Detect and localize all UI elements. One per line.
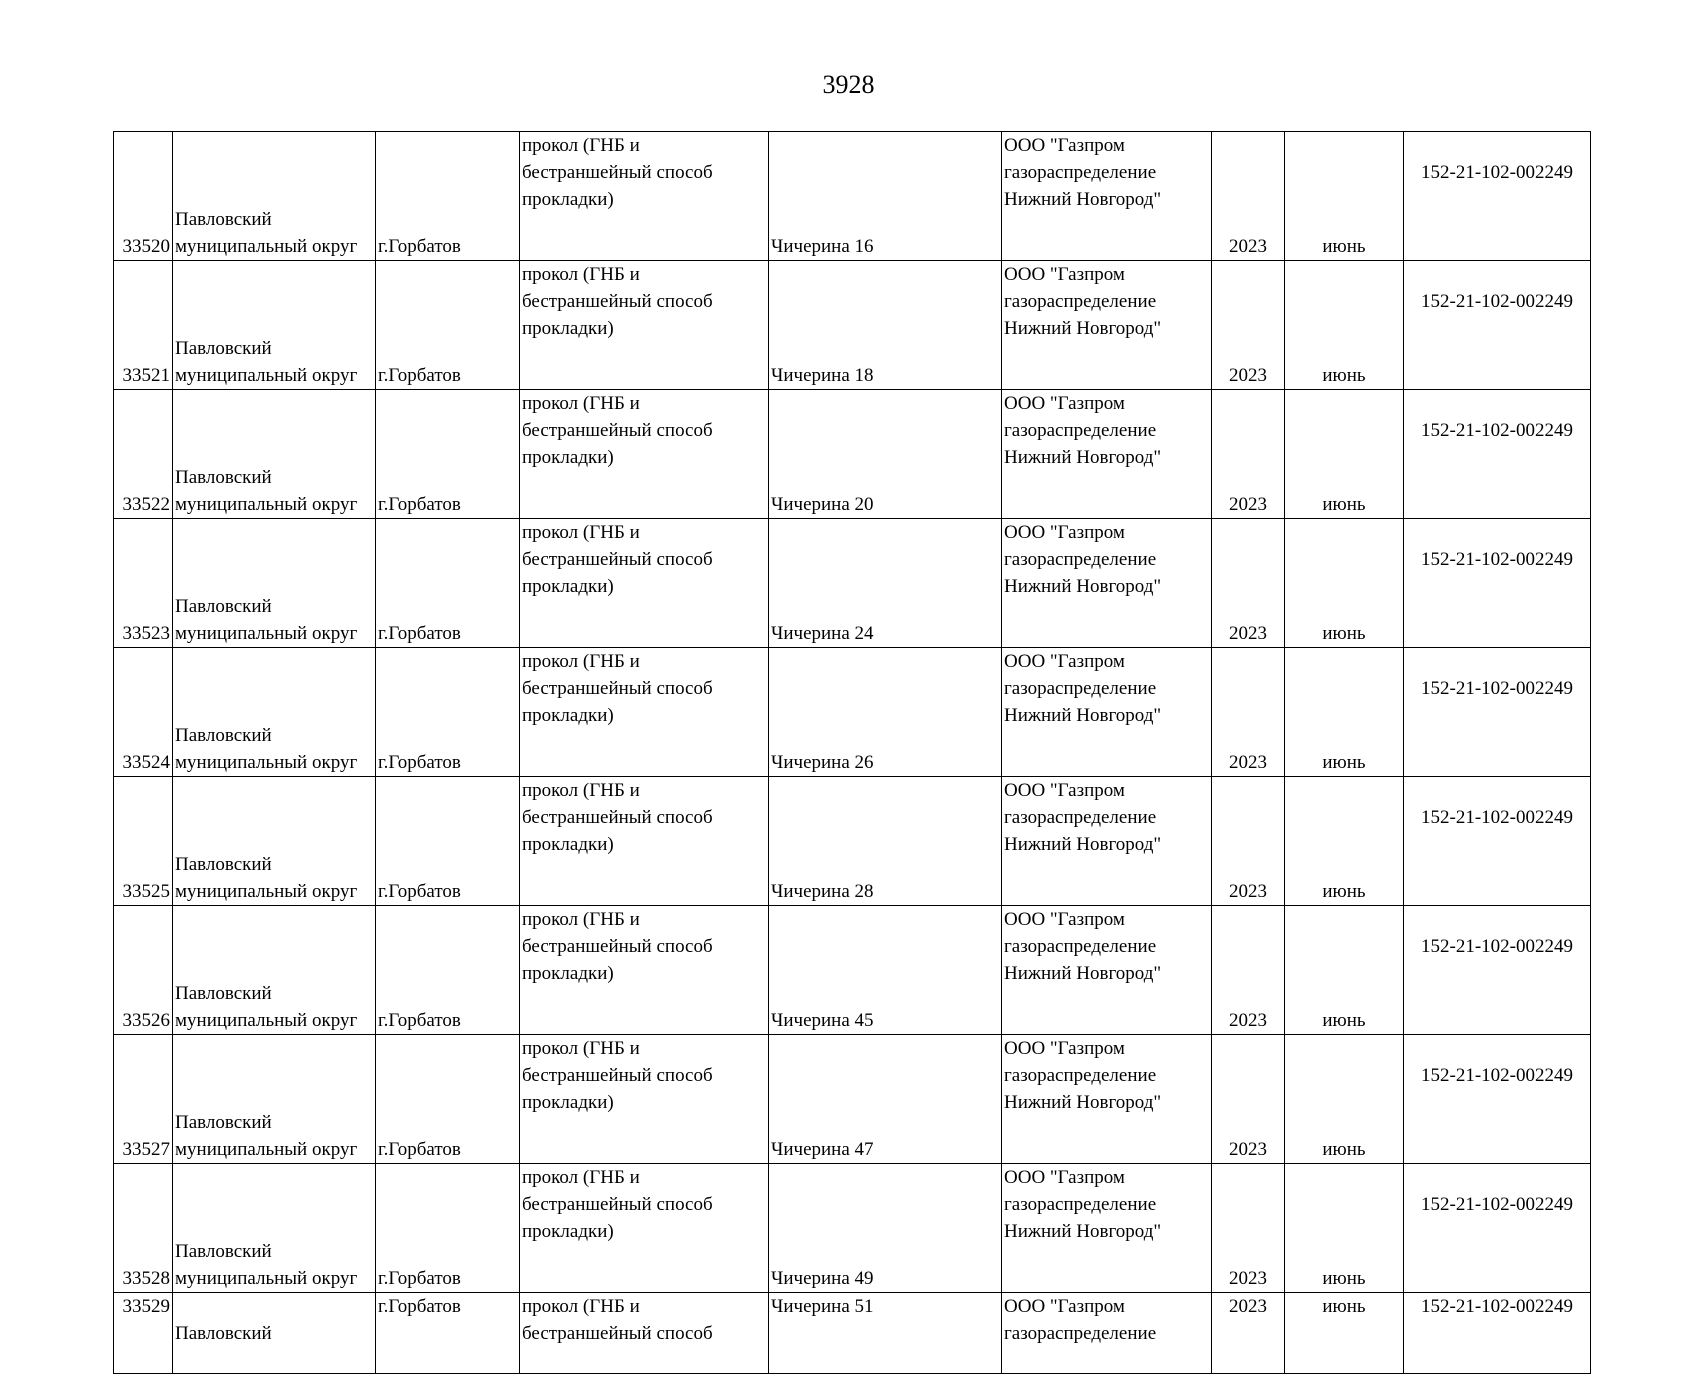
table-row xyxy=(114,390,1591,519)
district-cell xyxy=(173,1293,376,1374)
district-cell xyxy=(173,648,376,777)
organization-cell-line: Нижний Новгород" xyxy=(1004,447,1162,468)
city-cell: г.Горбатов xyxy=(376,1035,520,1164)
organization-cell-line: ООО "Газпром xyxy=(1004,1038,1125,1059)
district-cell-line: Павловский xyxy=(175,209,272,230)
table-row-partial xyxy=(114,1293,1591,1374)
method-cell xyxy=(520,1293,769,1374)
month-cell: июнь xyxy=(1285,1293,1404,1374)
address-cell: Чичерина 20 xyxy=(769,390,1002,519)
year-cell: 2023 xyxy=(1212,777,1285,906)
method-cell-line: прокол (ГНБ и xyxy=(522,135,640,156)
organization-cell-line: ООО "Газпром xyxy=(1004,264,1125,285)
method-cell xyxy=(520,906,769,1035)
address-cell: Чичерина 26 xyxy=(769,648,1002,777)
organization-cell xyxy=(1002,777,1212,906)
address-cell: Чичерина 47 xyxy=(769,1035,1002,1164)
address-cell: Чичерина 51 xyxy=(769,1293,1002,1374)
method-cell xyxy=(520,390,769,519)
method-cell-line: прокол (ГНБ и xyxy=(522,1038,640,1059)
organization-cell xyxy=(1002,519,1212,648)
row-number: 33522 xyxy=(114,390,173,519)
district-cell-line: муниципальный округ xyxy=(175,752,358,773)
month-cell: июнь xyxy=(1285,1164,1404,1293)
organization-cell xyxy=(1002,261,1212,390)
district-cell-line: муниципальный округ xyxy=(175,236,358,257)
row-number: 33523 xyxy=(114,519,173,648)
method-cell-line: прокладки) xyxy=(522,576,614,597)
month-cell: июнь xyxy=(1285,390,1404,519)
method-cell-line: прокол (ГНБ и xyxy=(522,909,640,930)
organization-cell-line: ООО "Газпром xyxy=(1004,780,1125,801)
method-cell-line: прокладки) xyxy=(522,318,614,339)
city-cell: г.Горбатов xyxy=(376,519,520,648)
code-cell: 152-21-102-002249 xyxy=(1404,390,1591,519)
code-cell: 152-21-102-002249 xyxy=(1404,777,1591,906)
method-cell-line: прокол (ГНБ и xyxy=(522,780,640,801)
method-cell-line: бестраншейный способ xyxy=(522,549,713,570)
method-cell-line: бестраншейный способ xyxy=(522,1065,713,1086)
method-cell xyxy=(520,1164,769,1293)
organization-cell-line: газораспределение xyxy=(1004,1194,1157,1215)
district-cell xyxy=(173,132,376,261)
district-cell-line: муниципальный округ xyxy=(175,1139,358,1160)
code-cell: 152-21-102-002249 xyxy=(1404,1164,1591,1293)
district-cell-line: Павловский xyxy=(175,725,272,746)
district-cell xyxy=(173,906,376,1035)
year-cell: 2023 xyxy=(1212,261,1285,390)
month-cell: июнь xyxy=(1285,777,1404,906)
method-cell xyxy=(520,519,769,648)
month-cell: июнь xyxy=(1285,132,1404,261)
district-cell-line: муниципальный округ xyxy=(175,881,358,902)
address-cell: Чичерина 16 xyxy=(769,132,1002,261)
code-cell: 152-21-102-002249 xyxy=(1404,519,1591,648)
month-cell: июнь xyxy=(1285,906,1404,1035)
year-cell: 2023 xyxy=(1212,1293,1285,1374)
organization-cell xyxy=(1002,1293,1212,1374)
organization-cell-line: ООО "Газпром xyxy=(1004,1296,1125,1317)
code-cell: 152-21-102-002249 xyxy=(1404,261,1591,390)
year-cell: 2023 xyxy=(1212,132,1285,261)
organization-cell-line: Нижний Новгород" xyxy=(1004,576,1162,597)
city-cell: г.Горбатов xyxy=(376,777,520,906)
table-row xyxy=(114,1164,1591,1293)
method-cell-line: прокладки) xyxy=(522,1092,614,1113)
method-cell-line: прокол (ГНБ и xyxy=(522,1296,640,1317)
method-cell-line: прокладки) xyxy=(522,447,614,468)
registry-table xyxy=(113,131,1591,1374)
district-cell-line: Павловский xyxy=(175,596,272,617)
organization-cell-line: Нижний Новгород" xyxy=(1004,318,1162,339)
district-cell-line: муниципальный округ xyxy=(175,365,358,386)
address-cell: Чичерина 49 xyxy=(769,1164,1002,1293)
year-cell: 2023 xyxy=(1212,648,1285,777)
district-cell-line: муниципальный округ xyxy=(175,494,358,515)
city-cell: г.Горбатов xyxy=(376,261,520,390)
year-cell: 2023 xyxy=(1212,906,1285,1035)
method-cell-line: прокол (ГНБ и xyxy=(522,1167,640,1188)
method-cell xyxy=(520,777,769,906)
method-cell-line: бестраншейный способ xyxy=(522,420,713,441)
organization-cell-line: газораспределение xyxy=(1004,549,1157,570)
city-cell: г.Горбатов xyxy=(376,648,520,777)
row-number: 33528 xyxy=(114,1164,173,1293)
district-cell xyxy=(173,1035,376,1164)
organization-cell-line: газораспределение xyxy=(1004,1065,1157,1086)
district-cell xyxy=(173,261,376,390)
method-cell-line: прокладки) xyxy=(522,705,614,726)
table-row xyxy=(114,519,1591,648)
method-cell-line: бестраншейный способ xyxy=(522,678,713,699)
method-cell-line: бестраншейный способ xyxy=(522,1323,713,1344)
address-cell: Чичерина 28 xyxy=(769,777,1002,906)
district-cell-line: Павловский xyxy=(175,854,272,875)
code-cell: 152-21-102-002249 xyxy=(1404,1293,1591,1374)
method-cell-line: прокол (ГНБ и xyxy=(522,393,640,414)
month-cell: июнь xyxy=(1285,1035,1404,1164)
method-cell-line: прокол (ГНБ и xyxy=(522,522,640,543)
district-cell-line: Павловский xyxy=(175,983,272,1004)
table-row xyxy=(114,777,1591,906)
method-cell-line: прокладки) xyxy=(522,963,614,984)
organization-cell xyxy=(1002,906,1212,1035)
organization-cell-line: ООО "Газпром xyxy=(1004,393,1125,414)
organization-cell-line: ООО "Газпром xyxy=(1004,651,1125,672)
code-cell: 152-21-102-002249 xyxy=(1404,132,1591,261)
city-cell: г.Горбатов xyxy=(376,132,520,261)
year-cell: 2023 xyxy=(1212,519,1285,648)
method-cell-line: прокол (ГНБ и xyxy=(522,651,640,672)
organization-cell xyxy=(1002,1035,1212,1164)
organization-cell-line: Нижний Новгород" xyxy=(1004,189,1162,210)
organization-cell-line: газораспределение xyxy=(1004,420,1157,441)
district-cell-line: Павловский xyxy=(175,1241,272,1262)
district-cell-line: Павловский xyxy=(175,1323,272,1344)
address-cell: Чичерина 24 xyxy=(769,519,1002,648)
organization-cell xyxy=(1002,1164,1212,1293)
organization-cell-line: Нижний Новгород" xyxy=(1004,963,1162,984)
month-cell: июнь xyxy=(1285,261,1404,390)
district-cell xyxy=(173,390,376,519)
code-cell: 152-21-102-002249 xyxy=(1404,1035,1591,1164)
method-cell-line: бестраншейный способ xyxy=(522,936,713,957)
organization-cell-line: ООО "Газпром xyxy=(1004,522,1125,543)
method-cell xyxy=(520,132,769,261)
row-number: 33526 xyxy=(114,906,173,1035)
row-number: 33525 xyxy=(114,777,173,906)
year-cell: 2023 xyxy=(1212,390,1285,519)
method-cell-line: бестраншейный способ xyxy=(522,807,713,828)
organization-cell-line: Нижний Новгород" xyxy=(1004,705,1162,726)
organization-cell-line: Нижний Новгород" xyxy=(1004,834,1162,855)
district-cell-line: муниципальный округ xyxy=(175,1010,358,1031)
table-row xyxy=(114,906,1591,1035)
year-cell: 2023 xyxy=(1212,1035,1285,1164)
district-cell-line: муниципальный округ xyxy=(175,1268,358,1289)
organization-cell-line: газораспределение xyxy=(1004,936,1157,957)
year-cell: 2023 xyxy=(1212,1164,1285,1293)
method-cell-line: прокладки) xyxy=(522,834,614,855)
method-cell-line: бестраншейный способ xyxy=(522,1194,713,1215)
method-cell-line: бестраншейный способ xyxy=(522,162,713,183)
organization-cell-line: ООО "Газпром xyxy=(1004,135,1125,156)
district-cell-line: Павловский xyxy=(175,467,272,488)
method-cell-line: прокладки) xyxy=(522,1221,614,1242)
organization-cell-line: ООО "Газпром xyxy=(1004,909,1125,930)
organization-cell-line: газораспределение xyxy=(1004,291,1157,312)
address-cell: Чичерина 45 xyxy=(769,906,1002,1035)
table-body xyxy=(114,132,1591,1374)
organization-cell xyxy=(1002,132,1212,261)
organization-cell xyxy=(1002,648,1212,777)
city-cell: г.Горбатов xyxy=(376,390,520,519)
district-cell xyxy=(173,777,376,906)
district-cell xyxy=(173,519,376,648)
organization-cell-line: Нижний Новгород" xyxy=(1004,1092,1162,1113)
row-number: 33527 xyxy=(114,1035,173,1164)
month-cell: июнь xyxy=(1285,648,1404,777)
row-number: 33529 xyxy=(114,1293,173,1374)
code-cell: 152-21-102-002249 xyxy=(1404,648,1591,777)
district-cell-line: муниципальный округ xyxy=(175,623,358,644)
method-cell-line: бестраншейный способ xyxy=(522,291,713,312)
organization-cell-line: газораспределение xyxy=(1004,162,1157,183)
method-cell-line: прокладки) xyxy=(522,189,614,210)
district-cell xyxy=(173,1164,376,1293)
table-row xyxy=(114,132,1591,261)
row-number: 33520 xyxy=(114,132,173,261)
method-cell xyxy=(520,648,769,777)
district-cell-line: Павловский xyxy=(175,1112,272,1133)
table-row xyxy=(114,1035,1591,1164)
code-cell: 152-21-102-002249 xyxy=(1404,906,1591,1035)
row-number: 33524 xyxy=(114,648,173,777)
district-cell-line: Павловский xyxy=(175,338,272,359)
organization-cell-line: газораспределение xyxy=(1004,1323,1157,1344)
organization-cell-line: ООО "Газпром xyxy=(1004,1167,1125,1188)
city-cell: г.Горбатов xyxy=(376,906,520,1035)
method-cell xyxy=(520,1035,769,1164)
organization-cell-line: газораспределение xyxy=(1004,807,1157,828)
table-row xyxy=(114,261,1591,390)
month-cell: июнь xyxy=(1285,519,1404,648)
city-cell: г.Горбатов xyxy=(376,1164,520,1293)
address-cell: Чичерина 18 xyxy=(769,261,1002,390)
method-cell-line: прокол (ГНБ и xyxy=(522,264,640,285)
organization-cell xyxy=(1002,390,1212,519)
table-row xyxy=(114,648,1591,777)
organization-cell-line: Нижний Новгород" xyxy=(1004,1221,1162,1242)
page-number: 3928 xyxy=(822,70,875,99)
method-cell xyxy=(520,261,769,390)
row-number: 33521 xyxy=(114,261,173,390)
city-cell: г.Горбатов xyxy=(376,1293,520,1374)
organization-cell-line: газораспределение xyxy=(1004,678,1157,699)
